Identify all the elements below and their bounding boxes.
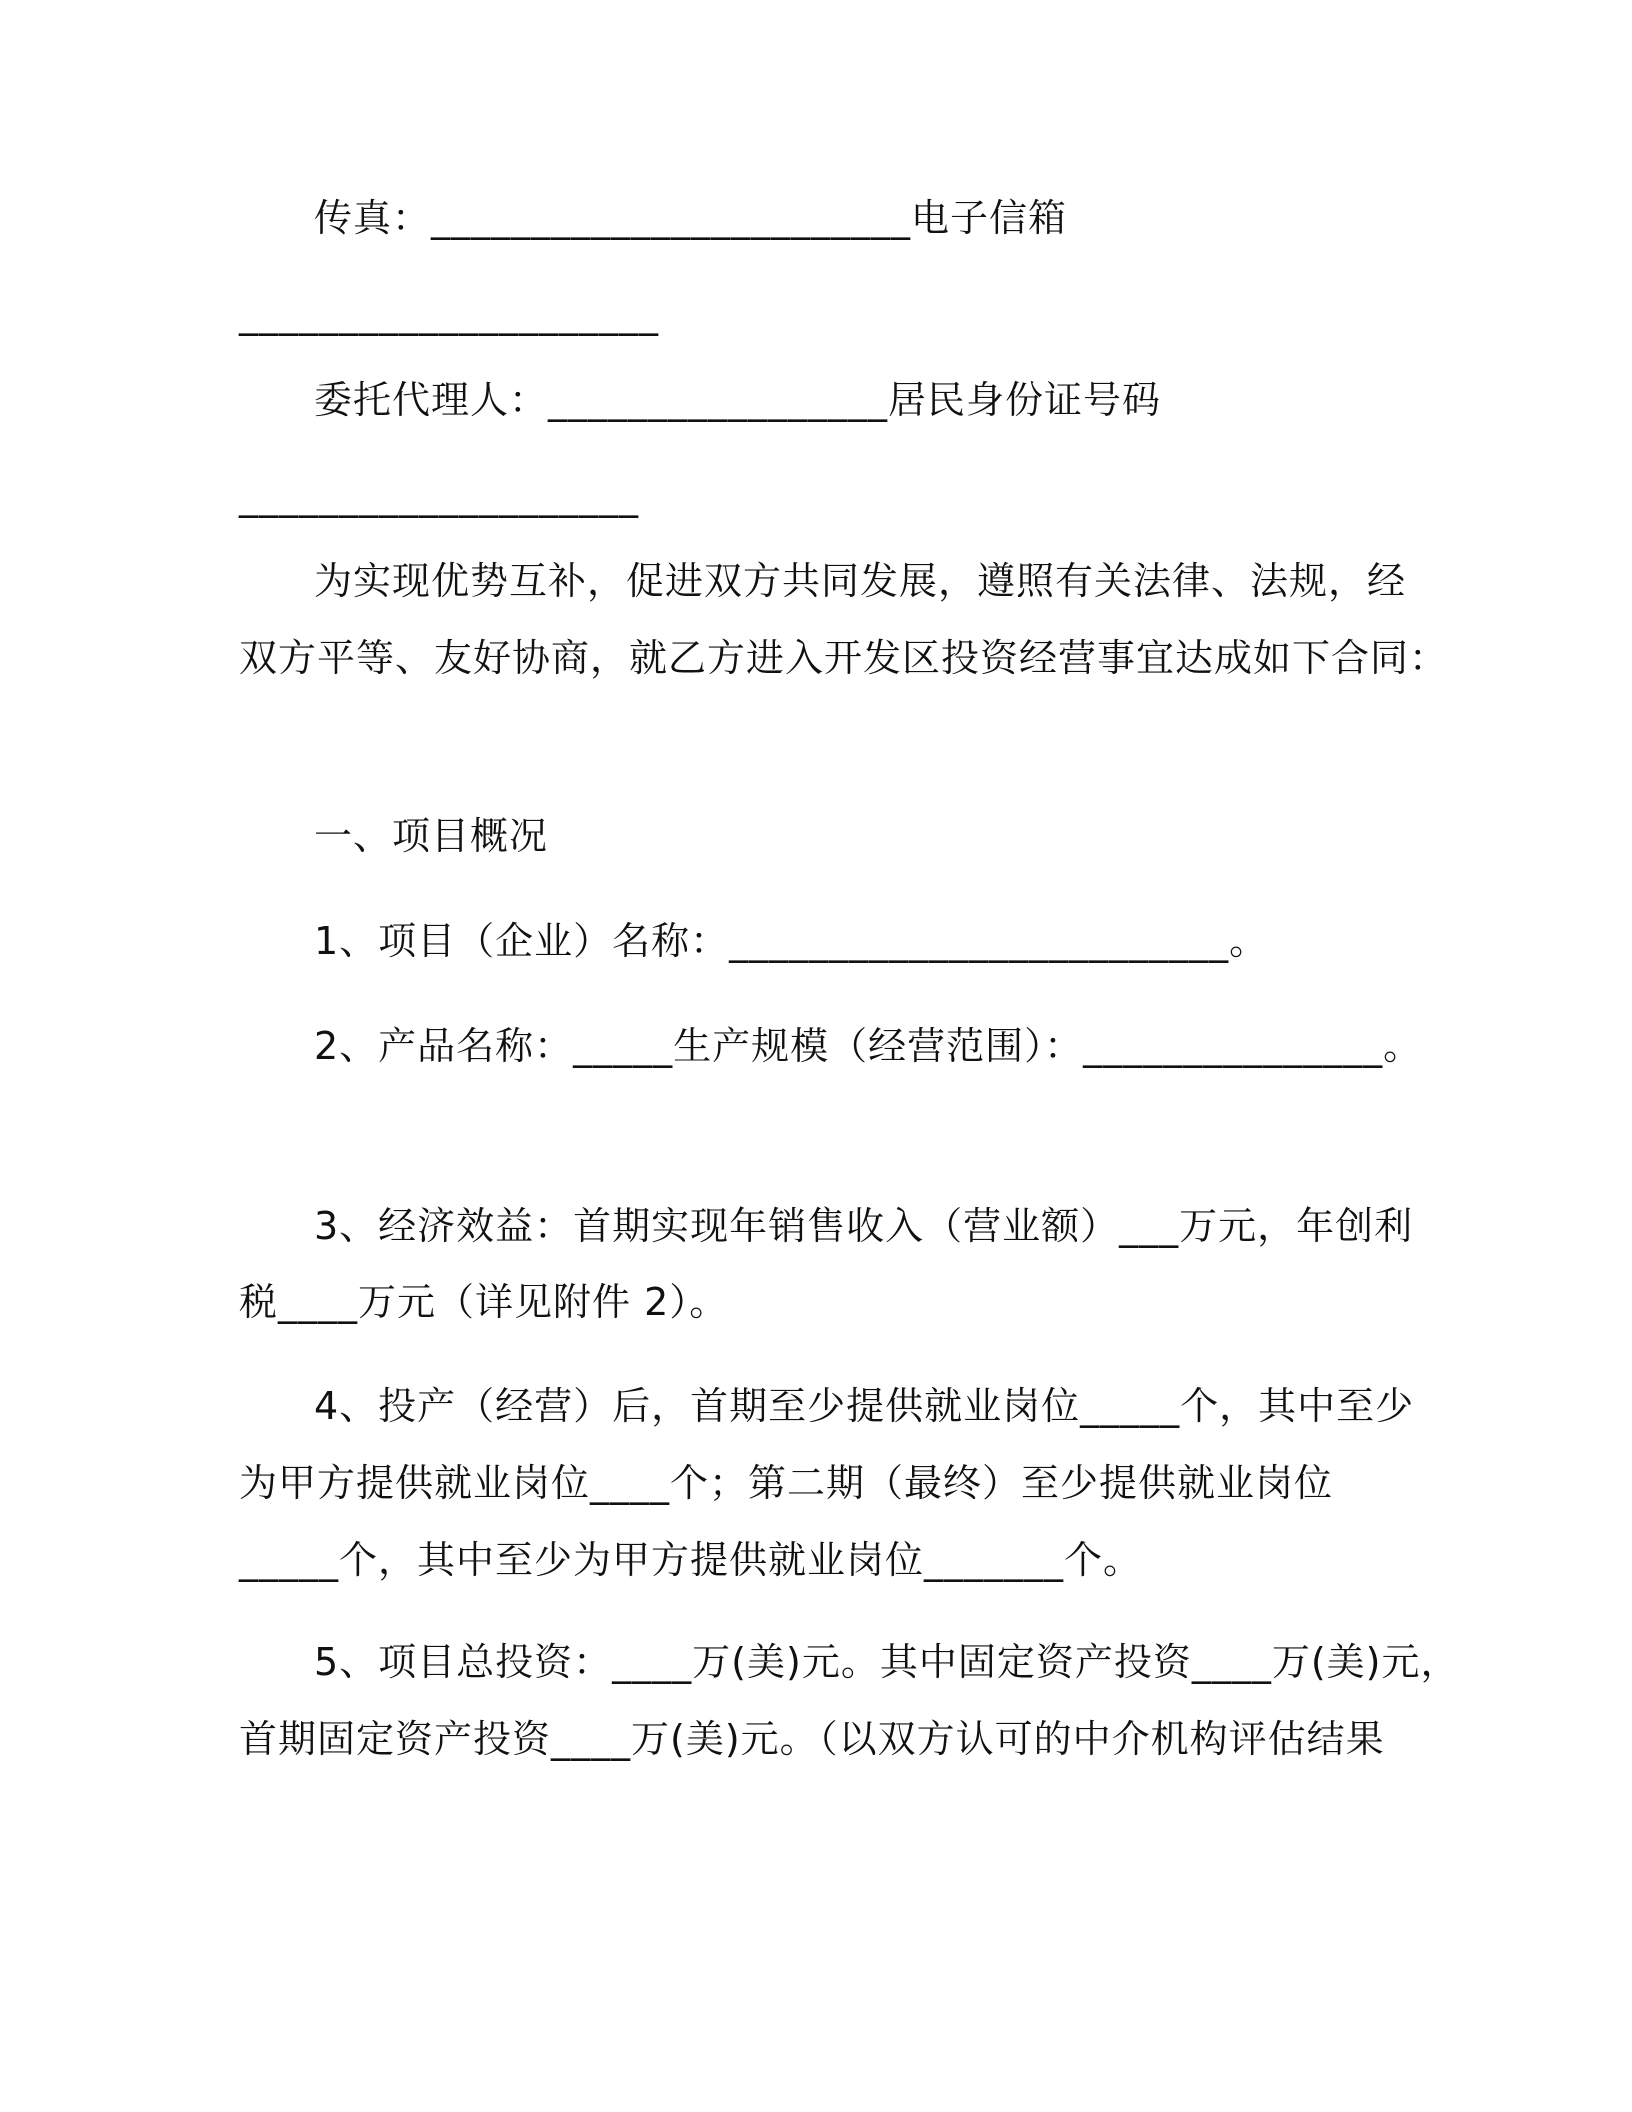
agent-id-line: 委托代理人：_________________居民身份证号码 (314, 378, 1162, 422)
id-blank-line: ____________________ (239, 474, 639, 518)
preamble-line-1: 为实现优势互补，促进双方共同发展，遵照有关法律、法规，经 (314, 559, 1407, 603)
fax-email-line: 传真：________________________电子信箱 (314, 196, 1068, 240)
clause-4-line-2: 为甲方提供就业岗位____个；第二期（最终）至少提供就业岗位 (239, 1461, 1334, 1505)
clause-4-line-1: 4、投产（经营）后，首期至少提供就业岗位_____个，其中至少 (314, 1384, 1415, 1428)
clause-3-line-2: 税____万元（详见附件 2）。 (239, 1280, 729, 1324)
clause-4-line-3: _____个，其中至少为甲方提供就业岗位_______个。 (239, 1538, 1143, 1582)
clause-5-line-1: 5、项目总投资：____万(美)元。其中固定资产投资____万(美)元， (314, 1640, 1460, 1684)
clause-3-line-1: 3、经济效益：首期实现年销售收入（营业额）___万元，年创利 (314, 1204, 1414, 1248)
preamble-line-2: 双方平等、友好协商，就乙方进入开发区投资经营事宜达成如下合同： (239, 636, 1449, 680)
clause-1: 1、项目（企业）名称：_________________________。 (314, 919, 1269, 963)
clause-2: 2、产品名称：_____生产规模（经营范围）：_______________。 (314, 1024, 1423, 1068)
section-heading: 一、项目概况 (314, 814, 549, 858)
email-blank-line: _____________________ (239, 292, 659, 336)
clause-5-line-2: 首期固定资产投资____万(美)元。（以双方认可的中介机构评估结果 (239, 1717, 1385, 1761)
